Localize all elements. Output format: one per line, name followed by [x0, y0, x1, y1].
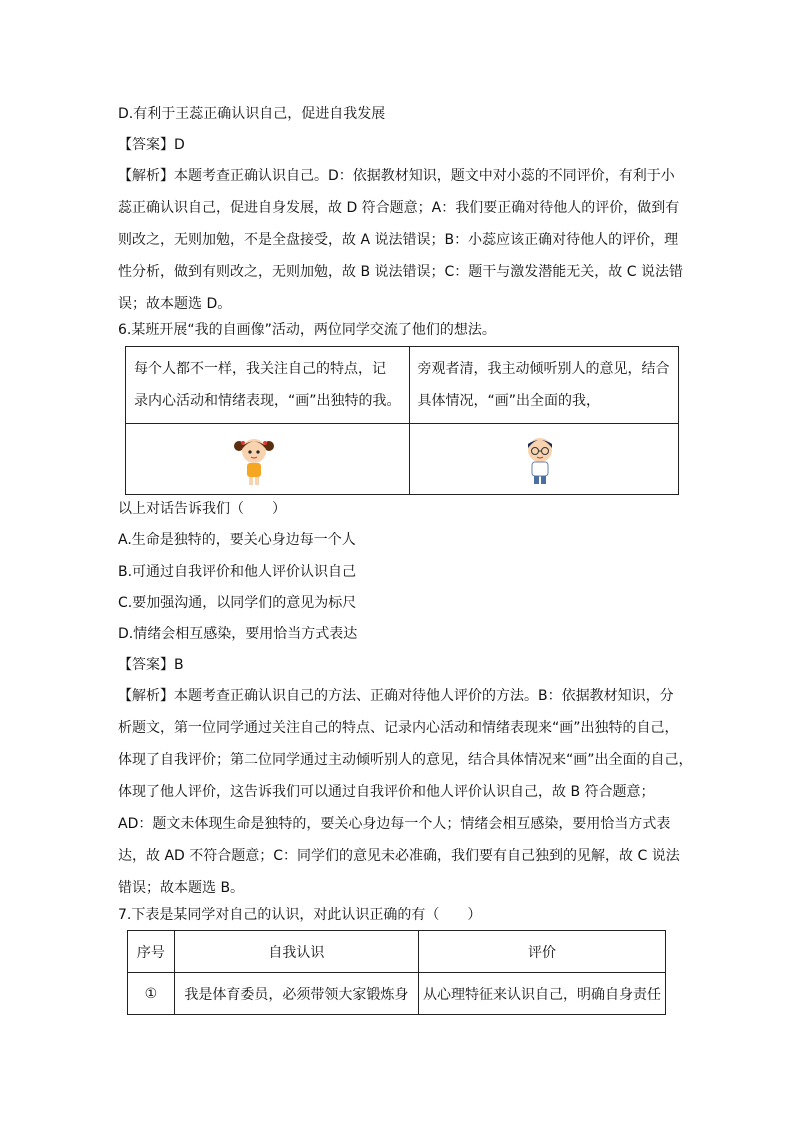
- q6-table: [125, 346, 679, 495]
- column-header: 评价: [419, 931, 666, 973]
- q6-prompt: 以上对话告诉我们（ ）: [118, 501, 286, 517]
- q6-left-line: 每个人都不一样，我关注自己的特点，记: [134, 361, 386, 377]
- table-header-row: [128, 931, 666, 973]
- q6-left-image-cell: [126, 424, 410, 495]
- q5-answer: 【答案】D: [118, 137, 185, 153]
- analysis-line: 蕊正确认识自己，促进自身发展，故 D 符合题意；A：我们要正确对待他人的评价，做到有: [118, 200, 680, 216]
- analysis-line: AD：题文未体现生命是独特的，要关心身边每一个人；情绪会相互感染，要用恰当方式表: [118, 816, 671, 832]
- table-cell: 我是体育委员，必须带领大家锻炼身: [174, 973, 418, 1015]
- boy-cartoon-icon: [524, 434, 556, 488]
- analysis-line: 体现了他人评价，这告诉我们可以通过自我评价和他人评价认识自己，故 B 符合题意；: [118, 784, 655, 800]
- girl-cartoon-icon: [234, 434, 274, 488]
- q5-option-d: D.有利于王蕊正确认识自己，促进自我发展: [118, 106, 386, 122]
- analysis-line: 【解析】本题考查正确认识自己的方法、正确对待他人评价的方法。B：依据教材知识，分: [118, 688, 674, 704]
- q6-option-b: B.可通过自我评价和他人评价认识自己: [118, 564, 357, 580]
- q6-option-a: A.生命是独特的，要关心身边每一个人: [118, 532, 356, 548]
- analysis-line: 【解析】本题考查正确认识自己。D：依据教材知识，题文中对小蕊的不同评价，有利于小: [118, 168, 675, 184]
- table-cell: 从心理特征来认识自己，明确自身责任: [419, 973, 666, 1015]
- q6-right-image-cell: [409, 424, 678, 495]
- q6-analysis: [118, 680, 693, 904]
- q6-left-text-cell: [126, 347, 410, 424]
- table-row: [128, 973, 666, 1015]
- q6-answer: 【答案】B: [118, 657, 184, 673]
- q6-option-d: D.情绪会相互感染，要用恰当方式表达: [118, 626, 358, 642]
- q6-right-line: 具体情况，“画”出全面的我，: [417, 393, 601, 409]
- q6-option-c: C.要加强沟通，以同学们的意见为标尺: [118, 595, 357, 611]
- q6-stem: 6.某班开展“我的自画像”活动，两位同学交流了他们的想法。: [118, 322, 496, 338]
- q6-left-line: 录内心活动和情绪表现，“画”出独特的我。: [134, 393, 401, 409]
- analysis-line: 性分析，做到有则改之，无则加勉，故 B 说法错误；C：题干与激发潜能无关，故 C 说法错: [118, 264, 683, 280]
- q7-table: [127, 930, 666, 1015]
- q5-analysis: [118, 160, 684, 320]
- column-header: 自我认识: [174, 931, 418, 973]
- q6-right-line: 旁观者清，我主动倾听别人的意见，结合: [417, 361, 670, 377]
- q6-right-text-cell: [409, 347, 678, 424]
- analysis-line: 达，故 AD 不符合题意；C：同学们的意见未必准确，我们要有自己独到的见解，故 C 说法: [118, 848, 680, 864]
- column-header: 序号: [128, 931, 175, 973]
- analysis-line: 错误；故本题选 B。: [118, 880, 245, 896]
- analysis-line: 则改之，无则加勉，不是全盘接受，故 A 说法错误；B：小蕊应该正确对待他人的评价，理: [118, 232, 679, 248]
- analysis-line: 体现了自我评价；第二位同学通过主动倾听别人的意见，结合具体情况来“画”出全面的自己，: [118, 752, 693, 768]
- table-cell: ①: [128, 973, 175, 1015]
- q7-stem: 7.下表是某同学对自己的认识，对此认识正确的有（ ）: [118, 907, 482, 923]
- analysis-line: 误；故本题选 D。: [118, 296, 232, 312]
- analysis-line: 析题文，第一位同学通过关注自己的特点、记录内心活动和情绪表现来“画”出独特的自己，: [118, 720, 679, 736]
